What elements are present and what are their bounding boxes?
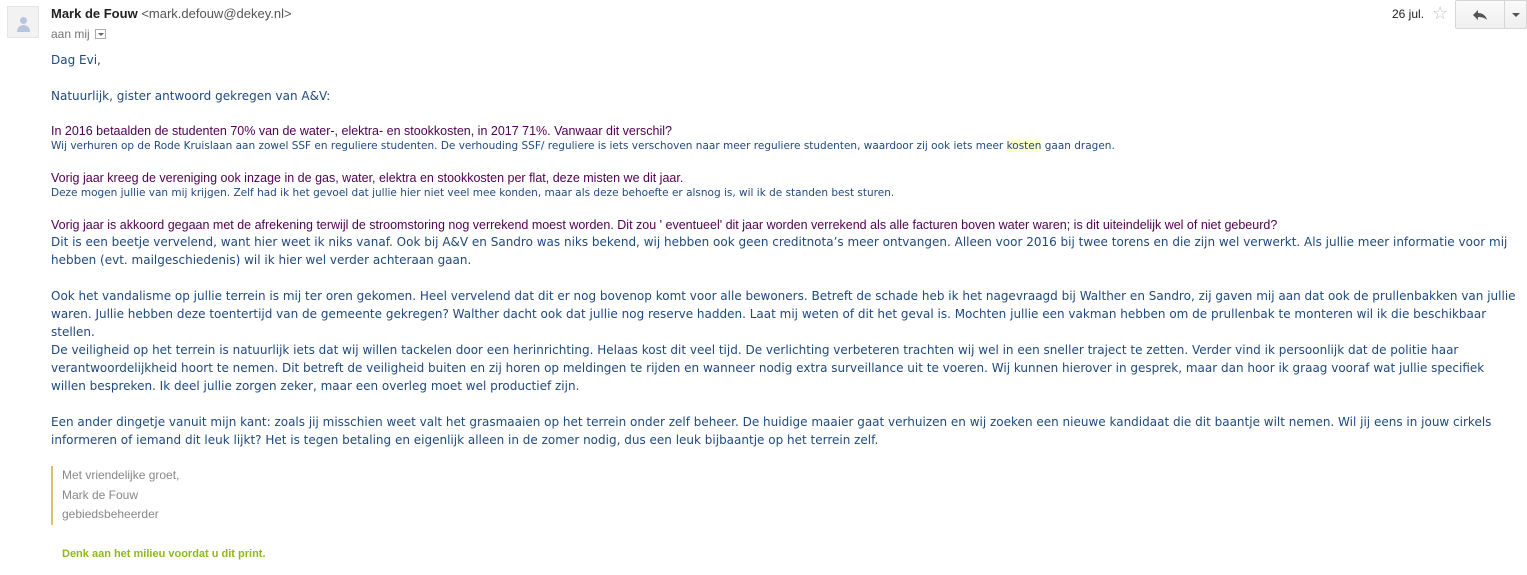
sender-line bbox=[51, 6, 292, 22]
sender-avatar bbox=[7, 6, 39, 38]
recipient-details-dropdown[interactable] bbox=[95, 29, 106, 39]
email-date: 26 jul. bbox=[1392, 7, 1425, 21]
print-notice: Denk aan het milieu voordat u dit print. bbox=[62, 548, 266, 560]
email-signature bbox=[51, 466, 179, 525]
answer-1-text: Wij verhuren op de Rode Kruislaan aan zowel SSF en reguliere studenten. De verhouding SSF/ reguliere is iets verschoven naar meer reguliere studenten, waardoor zij ook iets meer bbox=[51, 140, 1007, 152]
default-user-icon bbox=[20, 17, 27, 24]
quoted-question-3: Vorig jaar is akkoord gegaan met de afrekening terwijl de stroomstoring nog verrekend moest worden. Dit zou ' eventueel' dit jaar worden verrekend als alle facturen boven water waren; is dit uiteindelijk wel of niet gebeurd? bbox=[51, 218, 1278, 232]
star-outline-icon[interactable]: ☆ bbox=[1432, 3, 1449, 23]
answer-1-text-end: gaan dragen. bbox=[1041, 140, 1115, 152]
recipient-line bbox=[51, 27, 106, 41]
email-greeting: Dag Evi, bbox=[51, 53, 101, 67]
signature-closing: Met vriendelijke groet, bbox=[62, 468, 180, 482]
answer-1-highlight: kosten bbox=[1006, 140, 1042, 152]
paragraph-vandalism: Ook het vandalisme op jullie terrein is mij ter oren gekomen. Heel vervelend dat dit er nog bovenop komt voor alle bewoners. Betreft de schade heb ik het nagevraagd bij Walther en Sandro, zij gaven mij aan dat ook de prullenbakken van jullie waren. Jullie hebben deze toentertijd van de gemeente gekregen? Walther dacht ook dat jullie nog reserve hadden. Laat mij weten of dit het geval is. Mochten jullie een vakman hebben om de prullenbak te monteren wil ik die beschikbaar stellen. bbox=[51, 289, 1516, 339]
reply-arrow-icon bbox=[1472, 9, 1488, 21]
default-user-icon-body bbox=[17, 25, 30, 32]
email-intro: Natuurlijk, gister antwoord gekregen van A&V: bbox=[51, 89, 331, 103]
sender-email: <mark.defouw@dekey.nl> bbox=[141, 6, 292, 21]
answer-2: Deze mogen jullie van mij krijgen. Zelf had ik het gevoel dat jullie hier niet veel mee konden, maar als deze behoefte er alsnog is, wil ik de standen best sturen. bbox=[51, 187, 895, 199]
paragraph-safety: De veiligheid op het terrein is natuurlijk iets dat wij willen tackelen door een herinrichting. Helaas kost dit veel tijd. De verlichting verbeteren trachten wij wel in een sneller traject te zetten. Verder vind ik persoonlijk dat de politie haar verantwoordelijkheid hoort te nemen. Dit betreft de veiligheid buiten en zij horen op meldingen te rijden en wanneer nodig extra surveillance uit te voeren. Wij kunnen hierover in gesprek, maar dan hoor ik graag vooraf wat jullie specifiek willen bespreken. Ik deel jullie zorgen zeker, maar een overleg moet wel productief zijn. bbox=[51, 343, 1485, 393]
quoted-question-2: Vorig jaar kreeg de vereniging ook inzage in de gas, water, elektra en stookkosten per flat, deze misten we dit jaar. bbox=[51, 171, 684, 185]
answer-3: Dit is een beetje vervelend, want hier weet ik niks vanaf. Ook bij A&V en Sandro was niks bekend, wij hebben ook geen creditnota’s meer ontvangen. Alleen voor 2016 bij twee torens en die zijn wel verwerkt. Als jullie meer informatie voor mij hebben (evt. mailgeschiedenis) wil ik hier wel verder achteraan gaan. bbox=[51, 235, 1508, 267]
sender-name[interactable]: Mark de Fouw bbox=[51, 6, 138, 21]
more-options-button[interactable] bbox=[1504, 0, 1527, 29]
chevron-down-icon bbox=[1512, 13, 1520, 17]
quoted-question-1: In 2016 betaalden de studenten 70% van de water-, elektra- en stookkosten, in 2017 71%. Vanwaar dit verschil? bbox=[51, 124, 672, 138]
recipient-label: aan mij bbox=[51, 27, 90, 41]
signature-role: gebiedsbeheerder bbox=[62, 507, 159, 521]
reply-button[interactable] bbox=[1455, 0, 1505, 29]
signature-name: Mark de Fouw bbox=[62, 487, 139, 502]
answer-1 bbox=[51, 140, 1115, 153]
paragraph-mowing: Een ander dingetje vanuit mijn kant: zoals jij misschien weet valt het grasmaaien op het terrein onder zelf beheer. De huidige maaier gaat verhuizen en wij zoeken een nieuwe kandidaat die dit baantje wilt nemen. Wil jij eens in jouw cirkels informeren of iemand dit leuk lijkt? Het is tegen betaling en eigenlijk alleen in de zomer nodig, dus een leuk bijbaantje op het terrein zelf. bbox=[51, 415, 1492, 447]
